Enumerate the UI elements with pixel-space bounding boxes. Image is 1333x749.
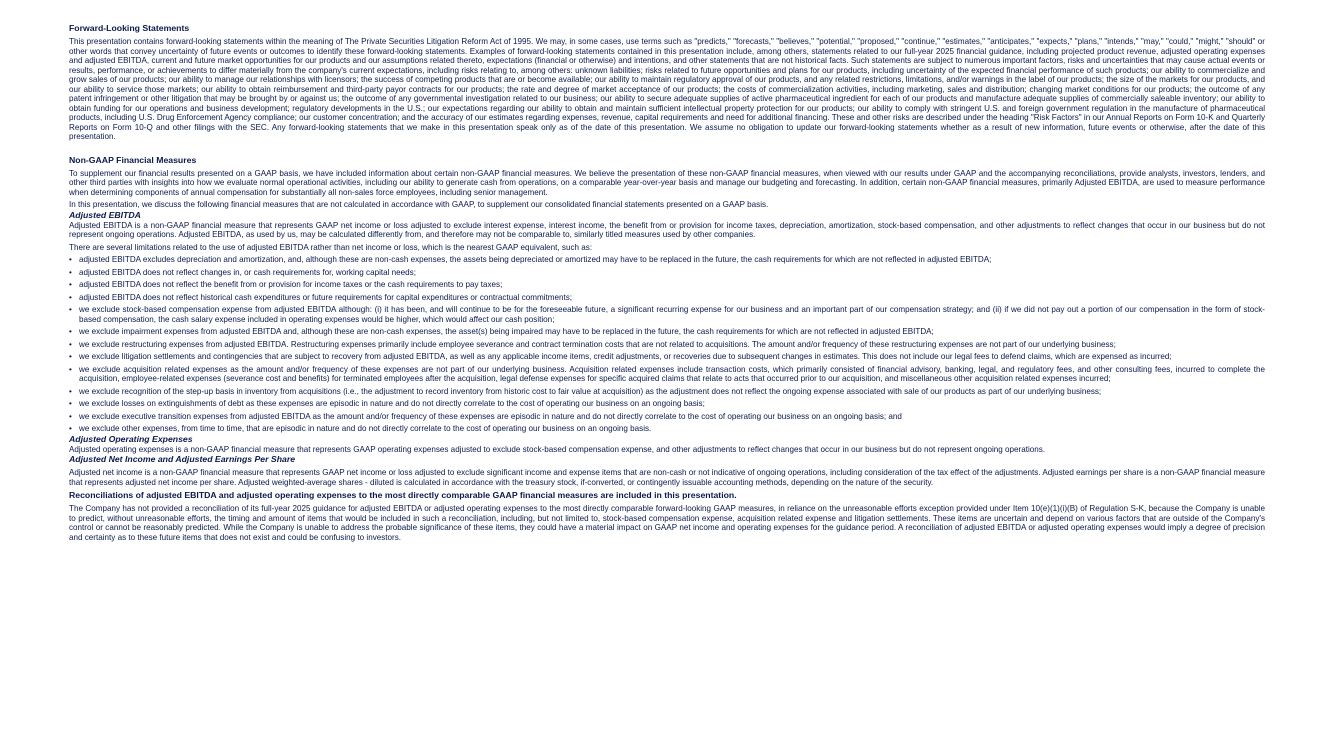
- non-gaap-discuss: In this presentation, we discuss the following financial measures that are not calculated in accordance with GAAP, to supplement our consolidated financial statements presented on a GAAP basis.: [69, 200, 769, 209]
- ebitda-limitations-list: [69, 255, 1265, 434]
- list-item: • we exclude stock-based compensation expense from adjusted EBITDA although: (i) it has been, and will continue to be for the foreseeable future, a significant recurring expense for our business and an important part of our compensation strategy; and (ii) if we did not pay out a portion of our compensation in the form of stock-based compensation, the cash salary expense included in operating expenses would be higher, which would affect our cash position;: [69, 305, 1265, 324]
- list-item: • we exclude executive transition expenses from adjusted EBITDA as the amount and/or frequency of these expenses are episodic in nature and do not directly correlate to the cost of operating our business on an ongoing basis; and: [69, 412, 1265, 422]
- forward-looking-heading: Forward-Looking Statements: [69, 23, 190, 33]
- list-item: • we exclude impairment expenses from adjusted EBITDA and, although these are non-cash expenses, the asset(s) being impaired may have to be replaced in the future, the cash requirements for which are not reflected in adjusted EBITDA;: [69, 327, 1265, 337]
- list-item: • we exclude other expenses, from time to time, that are episodic in nature and do not directly correlate to the cost of operating our business on an ongoing basis.: [69, 424, 1265, 434]
- non-gaap-intro: To supplement our financial results presented on a GAAP basis, we have included information about certain non-GAAP financial measures. We believe the presentation of these non-GAAP financial measures, when viewed with our results under GAAP and the accompanying reconciliations, provide analysts, investors, lenders, and other third parties with insights into how we evaluate normal operational activities, including our ability to generate cash from operations, on a comparable year-over-year basis and manage our budgeting and forecasting. In addition, certain non-GAAP financial measures, primarily Adjusted EBITDA, are used to measure performance when determining components of annual compensation for substantially all non-sales force employees, including senior management.: [69, 168, 1265, 197]
- list-item: • we exclude acquisition related expenses as the amount and/or frequency of these expenses are not part of our underlying business. Acquisition related expenses include transaction costs, which primarily consisted of financial advisory, banking, legal, and regulatory fees, and other consulting fees, incurred to complete the acquisition, employee-related expenses (severance cost and benefits) for terminated employees after the acquisition, legal defense expenses for specific acquired claims that relate to acts that occurred prior to our acquisition, and miscellaneous other acquisition related expenses incurred;: [69, 365, 1265, 384]
- list-item: • adjusted EBITDA does not reflect the benefit from or provision for income taxes or the cash requirements to pay taxes;: [69, 280, 1265, 290]
- list-item: • we exclude litigation settlements and contingencies that are subject to recovery from adjusted EBITDA, as well as any applicable income items, credit adjustments, or recoveries due to subsequent changes in estimates. This does not include our legal fees to defend claims, which are expensed as incurred;: [69, 352, 1265, 362]
- list-item: • adjusted EBITDA does not reflect changes in, or cash requirements for, working capital needs;: [69, 268, 1265, 278]
- forward-looking-body: This presentation contains forward-looking statements within the meaning of The Private Securities Litigation Reform Act of 1995. We may, in some cases, use terms such as "predicts," "forecasts," "believes," "potential," "proposed," "continue," "estimates," "anticipates," "expects," "plans," "intends," "may," "could," "might," "should" or other words that convey uncertainty of future events or outcomes to identify these forward-looking statements. Examples of forward-looking statements contained in this presentation include, among others, statements related to our full-year 2025 financial guidance, including projected product revenue, adjusted operating expenses and adjusted EBITDA, current and future market opportunities for our products and our assumptions related thereto, expectations (financial or otherwise) and intentions, and other statements that are not historical facts. Such statements are subject to numerous important factors, risks and uncertainties that may cause actual events or results, performance, or achievements to differ materially from the company's current expectations, including risks relating to, among others: unknown liabilities; risks related to future opportunities and plans for our products, including uncertainty of the expected financial performance of such products; our ability to commercialize and grow sales of our products; our ability to manage our relationships with licensors; the success of competing products that are or become available; our ability to maintain regulatory approval of our products, and any related restrictions, limitations, and/or warnings in the label of our products; the size of the markets for our products, and our ability to service those markets; our ability to obtain reimbursement and third-party payor contracts for our products; the rate and degree of market acceptance of our products; the costs of commercialization activities, including marketing, sales and distribution; changing market conditions for our products; the outcome of any patent infringement or other litigation that may be brought by or against us; the outcome of any governmental investigation related to our business; our ability to secure adequate supplies of active pharmaceutical ingredient for each of our products and manufacture adequate supplies of commercially saleable inventory; our ability to obtain funding for our operations and business development; regulatory developments in the U.S.; our expectations regarding our ability to obtain and maintain sufficient intellectual property protection for our products; our ability to comply with stringent U.S. and foreign government regulation in the manufacture of pharmaceutical products, including U.S. Drug Enforcement Agency compliance; our customer concentration; and the accuracy of our estimates regarding expenses, revenue, capital requirements and need for additional financing. These and other risks are described under the heading "Risk Factors" in our Annual Reports on Form 10-K and Quarterly Reports on Form 10-Q and other filings with the SEC. Any forward-looking statements that we make in this presentation speak only as of the date of this presentation. We assume no obligation to update our forward-looking statements whether as a result of new information, future events or otherwise, after the date of this presentation.: [69, 37, 1265, 141]
- reconciliations-heading: Reconciliations of adjusted EBITDA and adjusted operating expenses to the most directly comparable GAAP financial measures are included in this presentation.: [69, 490, 737, 500]
- non-gaap-heading: Non-GAAP Financial Measures: [69, 154, 197, 165]
- list-item: • we exclude losses on extinguishments of debt as these expenses are episodic in nature and do not directly correlate to the cost of operating our business on an ongoing basis;: [69, 399, 1265, 409]
- list-item: • adjusted EBITDA does not reflect historical cash expenditures or future requirements for capital expenditures or contractual commitments;: [69, 293, 1265, 303]
- adjusted-opex-body: Adjusted operating expenses is a non-GAAP financial measure that represents GAAP operating expenses adjusted to exclude stock-based compensation expense, and other adjustments to reflect changes that occur in our business but do not represent ongoing operations.: [69, 444, 1046, 454]
- adjusted-ebitda-heading: Adjusted EBITDA: [69, 209, 141, 220]
- adjusted-opex-heading: Adjusted Operating Expenses: [69, 433, 193, 444]
- list-item: • adjusted EBITDA excludes depreciation and amortization, and, although these are non-cash expenses, the assets being depreciated or amortized may have to be replaced in the future, the cash requirements for which are not reflected in adjusted EBITDA;: [69, 255, 1265, 265]
- list-item: • we exclude restructuring expenses from adjusted EBITDA. Restructuring expenses primarily include employee severance and contract termination costs that are not related to acquisitions. The amount and/or frequency of these restructuring expenses are not part of our underlying business;: [69, 340, 1265, 350]
- adjusted-ebitda-body: Adjusted EBITDA is a non-GAAP financial measure that represents GAAP net income or loss adjusted to exclude interest expense, interest income, the benefit from or provision for income taxes, depreciation, amortization, stock-based compensation, and other adjustments to reflect changes that occur in our business but do not represent ongoing operations. Adjusted EBITDA, as used by us, may be calculated differently from, and therefore may not be comparable to, similarly titled measures used by other companies.: [69, 220, 1265, 239]
- ebitda-limitations-intro: There are several limitations related to the use of adjusted EBITDA rather than net income or loss, which is the nearest GAAP equivalent, such as:: [69, 242, 593, 252]
- adjusted-net-income-body: Adjusted net income is a non-GAAP financial measure that represents GAAP net income or loss adjusted to exclude significant income and expense items that are non-cash or not indicative of ongoing operations, including consideration of the tax effect of the adjustments. Adjusted earnings per share is a non-GAAP financial measure that represents adjusted net income per share. Adjusted weighted-average shares - diluted is calculated in accordance with the treasury stock, if-converted, or contingently issuable accounting methods, depending on the nature of the security.: [69, 468, 1265, 487]
- reconciliations-body: The Company has not provided a reconciliation of its full-year 2025 guidance for adjusted EBITDA or adjusted operating expenses to the most directly comparable forward-looking GAAP measures, in reliance on the unreasonable efforts exception provided under Item 10(e)(1)(i)(B) of Regulation S-K, because the Company is unable to predict, without unreasonable efforts, the timing and amount of items that would be included in such a reconciliation, including, but not limited to, stock-based compensation expense, acquisition related expense and litigation settlements. These items are uncertain and depend on various factors that are outside of the Company's control or cannot be reasonably predicted. While the Company is unable to address the probable significance of these items, they could have a material impact on GAAP net income and operating expenses for the guidance period. A reconciliation of adjusted EBITDA or adjusted operating expenses would imply a degree of precision and certainty as to these future items that does not exist and could be confusing to investors.: [69, 504, 1265, 542]
- adjusted-net-income-heading: Adjusted Net Income and Adjusted Earnings Per Share: [69, 454, 296, 464]
- list-item: • we exclude recognition of the step-up basis in inventory from acquisitions (i.e., the adjustment to record inventory from historic cost to fair value at acquisition) as the adjustment does not reflect the ongoing expense associated with sale of our products as part of our underlying business;: [69, 387, 1265, 397]
